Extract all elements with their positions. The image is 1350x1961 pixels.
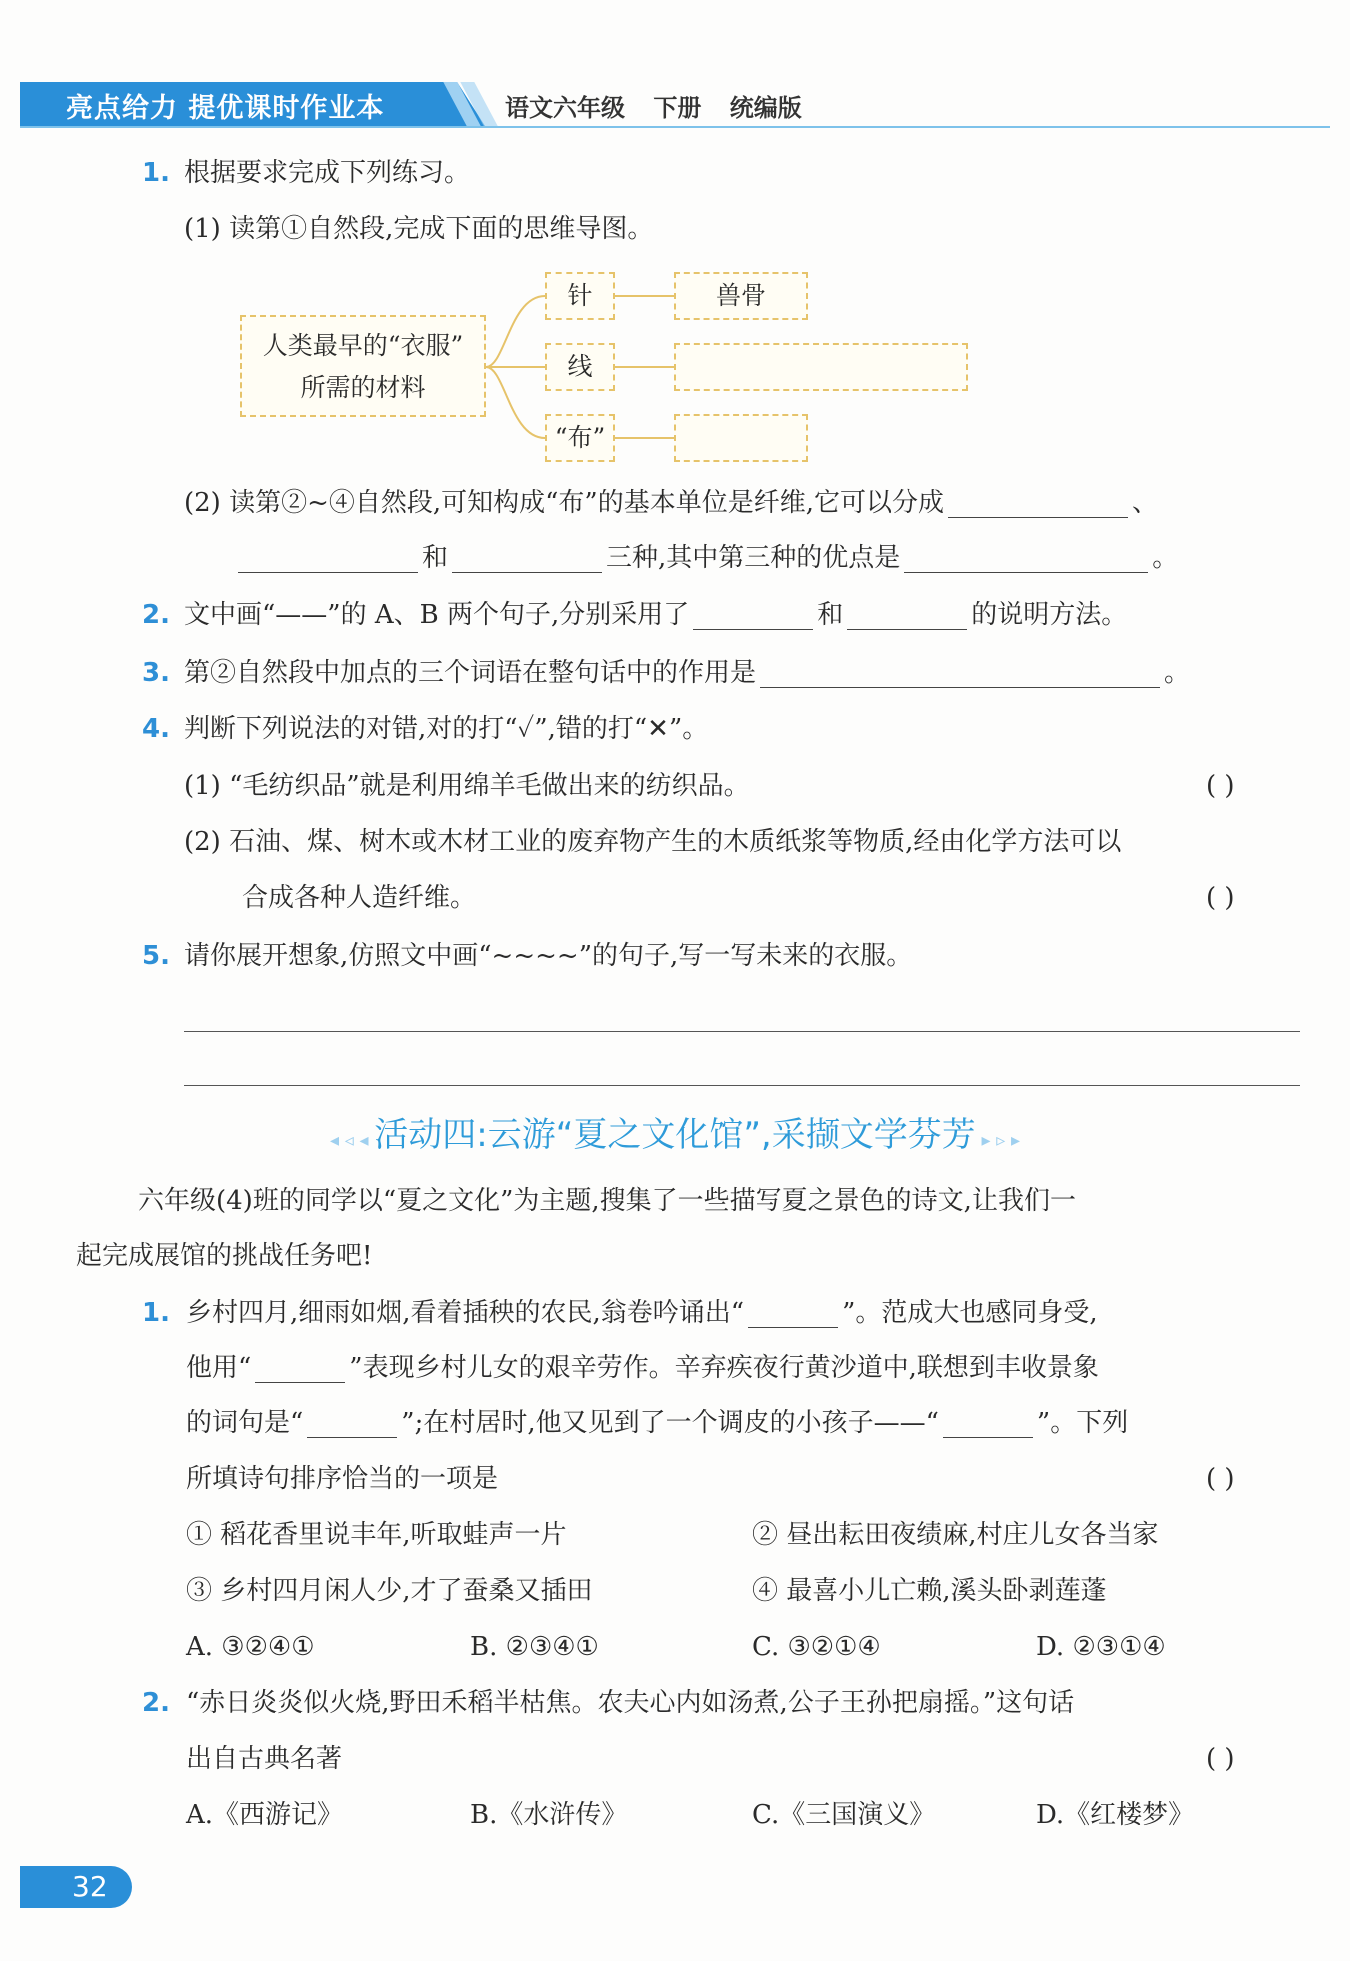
answer-blank[interactable] bbox=[238, 546, 418, 573]
question-number: 1. bbox=[142, 158, 170, 188]
question-text: 出自古典名著 bbox=[186, 1744, 343, 1774]
answer-blank[interactable] bbox=[760, 661, 1160, 688]
punctuation: 、 bbox=[1132, 488, 1159, 518]
choice-d[interactable]: D.《红楼梦》 bbox=[1036, 1800, 1195, 1830]
mindmap-branch: “布” bbox=[545, 414, 615, 462]
mindmap-root-line: 所需的材料 bbox=[300, 373, 426, 402]
intro-text: 六年级(4)班的同学以“夏之文化”为主题,搜集了一些描写夏之景色的诗文,让我们一 bbox=[138, 1186, 1076, 1216]
choice-b[interactable]: B.《水浒传》 bbox=[470, 1800, 628, 1830]
question-number: 2. bbox=[142, 1688, 170, 1718]
mindmap-branch: 针 bbox=[545, 272, 615, 320]
question-text: 他用“ bbox=[186, 1353, 252, 1383]
subquestion-text bbox=[238, 543, 1178, 573]
question-text bbox=[184, 600, 1127, 630]
conjunction: 和 bbox=[817, 600, 844, 630]
question-text bbox=[186, 1353, 1099, 1383]
question-text: 的说明方法。 bbox=[971, 600, 1128, 630]
answer-paren[interactable]: ( ) bbox=[1206, 1464, 1235, 1494]
question-text: ”表现乡村儿女的艰辛劳作。辛弃疾夜行黄沙道中,联想到丰收景象 bbox=[349, 1353, 1099, 1383]
statement-text: (1) “毛纺织品”就是利用绵羊毛做出来的纺织品。 bbox=[184, 771, 750, 801]
question-text bbox=[186, 1298, 1098, 1328]
poem-option: ② 昼出耘田夜绩麻,村庄儿女各当家 bbox=[752, 1520, 1159, 1550]
mindmap-answer: 兽骨 bbox=[674, 272, 808, 320]
mindmap-root-line: 人类最早的“衣服” bbox=[262, 331, 464, 360]
intro-text: 起完成展馆的挑战任务吧! bbox=[76, 1241, 373, 1271]
question-text: ”。范成大也感同身受, bbox=[842, 1298, 1098, 1328]
question-number: 5. bbox=[142, 941, 170, 971]
conjunction: 和 bbox=[422, 543, 449, 573]
section-title bbox=[0, 1107, 1350, 1156]
choice-d[interactable]: D. ②③①④ bbox=[1036, 1632, 1166, 1662]
question-text: 文中画“——”的 A、B 两个句子,分别采用了 bbox=[184, 600, 690, 630]
choice-a[interactable]: A.《西游记》 bbox=[186, 1800, 344, 1830]
question-number: 4. bbox=[142, 714, 170, 744]
punctuation: 。 bbox=[1164, 658, 1191, 688]
poem-option: ③ 乡村四月闲人少,才了蚕桑又插田 bbox=[186, 1576, 593, 1606]
section-title-text: 活动四:云游“夏之文化馆”,采撷文学芬芳 bbox=[374, 1115, 976, 1155]
choice-c[interactable]: C.《三国演义》 bbox=[752, 1800, 936, 1830]
judgment-paren[interactable]: ( ) bbox=[1206, 771, 1235, 801]
question-number: 2. bbox=[142, 600, 170, 630]
answer-paren[interactable]: ( ) bbox=[1206, 1744, 1235, 1774]
answer-blank[interactable] bbox=[948, 491, 1128, 518]
question-text: 乡村四月,细雨如烟,看着插秧的农民,翁卷吟诵出“ bbox=[186, 1298, 745, 1328]
answer-blank[interactable] bbox=[748, 1301, 838, 1328]
mindmap-root bbox=[240, 315, 486, 417]
punctuation: 。 bbox=[1152, 543, 1179, 573]
question-text: ”;在村居时,他又见到了一个调皮的小孩子——“ bbox=[401, 1408, 939, 1438]
question-text bbox=[184, 658, 1190, 688]
subquestion-text: 三种,其中第三种的优点是 bbox=[606, 543, 901, 573]
question-text: 判断下列说法的对错,对的打“✓”,错的打“✕”。 bbox=[184, 714, 709, 744]
answer-blank[interactable] bbox=[693, 603, 813, 630]
answer-blank[interactable] bbox=[904, 546, 1148, 573]
question-text: ”。下列 bbox=[1036, 1408, 1129, 1438]
question-text bbox=[186, 1408, 1128, 1438]
question-text: 根据要求完成下列练习。 bbox=[184, 158, 471, 188]
statement-text: (2) 石油、煤、树木或木材工业的废弃物产生的木质纸浆等物质,经由化学方法可以 bbox=[184, 827, 1122, 857]
subquestion-text: (1) 读第①自然段,完成下面的思维导图。 bbox=[184, 214, 654, 244]
left-arrows-icon: ◂ ◃ ◂ bbox=[329, 1130, 375, 1151]
answer-blank[interactable] bbox=[943, 1411, 1033, 1438]
poem-option: ① 稻花香里说丰年,听取蛙声一片 bbox=[186, 1520, 567, 1550]
answer-blank[interactable] bbox=[847, 603, 967, 630]
question-text: 第②自然段中加点的三个词语在整句话中的作用是 bbox=[184, 658, 757, 688]
question-number: 3. bbox=[142, 658, 170, 688]
writing-line[interactable] bbox=[184, 1085, 1300, 1086]
subquestion-text bbox=[184, 488, 1158, 518]
answer-blank[interactable] bbox=[452, 546, 602, 573]
poem-option: ④ 最喜小儿亡赖,溪头卧剥莲蓬 bbox=[752, 1576, 1107, 1606]
mindmap-branch: 线 bbox=[545, 343, 615, 391]
question-text: “赤日炎炎似火烧,野田禾稻半枯焦。农夫心内如汤煮,公子王孙把扇摇。”这句话 bbox=[186, 1688, 1075, 1718]
writing-line[interactable] bbox=[184, 1031, 1300, 1032]
mindmap-answer-blank[interactable] bbox=[674, 343, 968, 391]
book-title: 亮点给力 提优课时作业本 bbox=[66, 93, 385, 124]
book-subtitle: 语文六年级 下册 统编版 bbox=[505, 94, 802, 122]
question-text: 所填诗句排序恰当的一项是 bbox=[186, 1464, 499, 1494]
judgment-paren[interactable]: ( ) bbox=[1206, 883, 1235, 913]
choice-a[interactable]: A. ③②④① bbox=[186, 1632, 315, 1662]
page-number: 32 bbox=[72, 1870, 108, 1903]
choice-b[interactable]: B. ②③④① bbox=[470, 1632, 599, 1662]
question-text: 请你展开想象,仿照文中画“~~~~”的句子,写一写未来的衣服。 bbox=[184, 941, 913, 971]
question-number: 1. bbox=[142, 1298, 170, 1328]
mindmap-answer-blank[interactable] bbox=[674, 414, 808, 462]
subquestion-text: (2) 读第②~④自然段,可知构成“布”的基本单位是纤维,它可以分成 bbox=[184, 488, 944, 518]
question-text: 的词句是“ bbox=[186, 1408, 304, 1438]
choice-c[interactable]: C. ③②①④ bbox=[752, 1632, 881, 1662]
answer-blank[interactable] bbox=[255, 1356, 345, 1383]
answer-blank[interactable] bbox=[307, 1411, 397, 1438]
right-arrows-icon: ▸ ▹ ▸ bbox=[975, 1130, 1021, 1151]
statement-text: 合成各种人造纤维。 bbox=[242, 883, 477, 913]
